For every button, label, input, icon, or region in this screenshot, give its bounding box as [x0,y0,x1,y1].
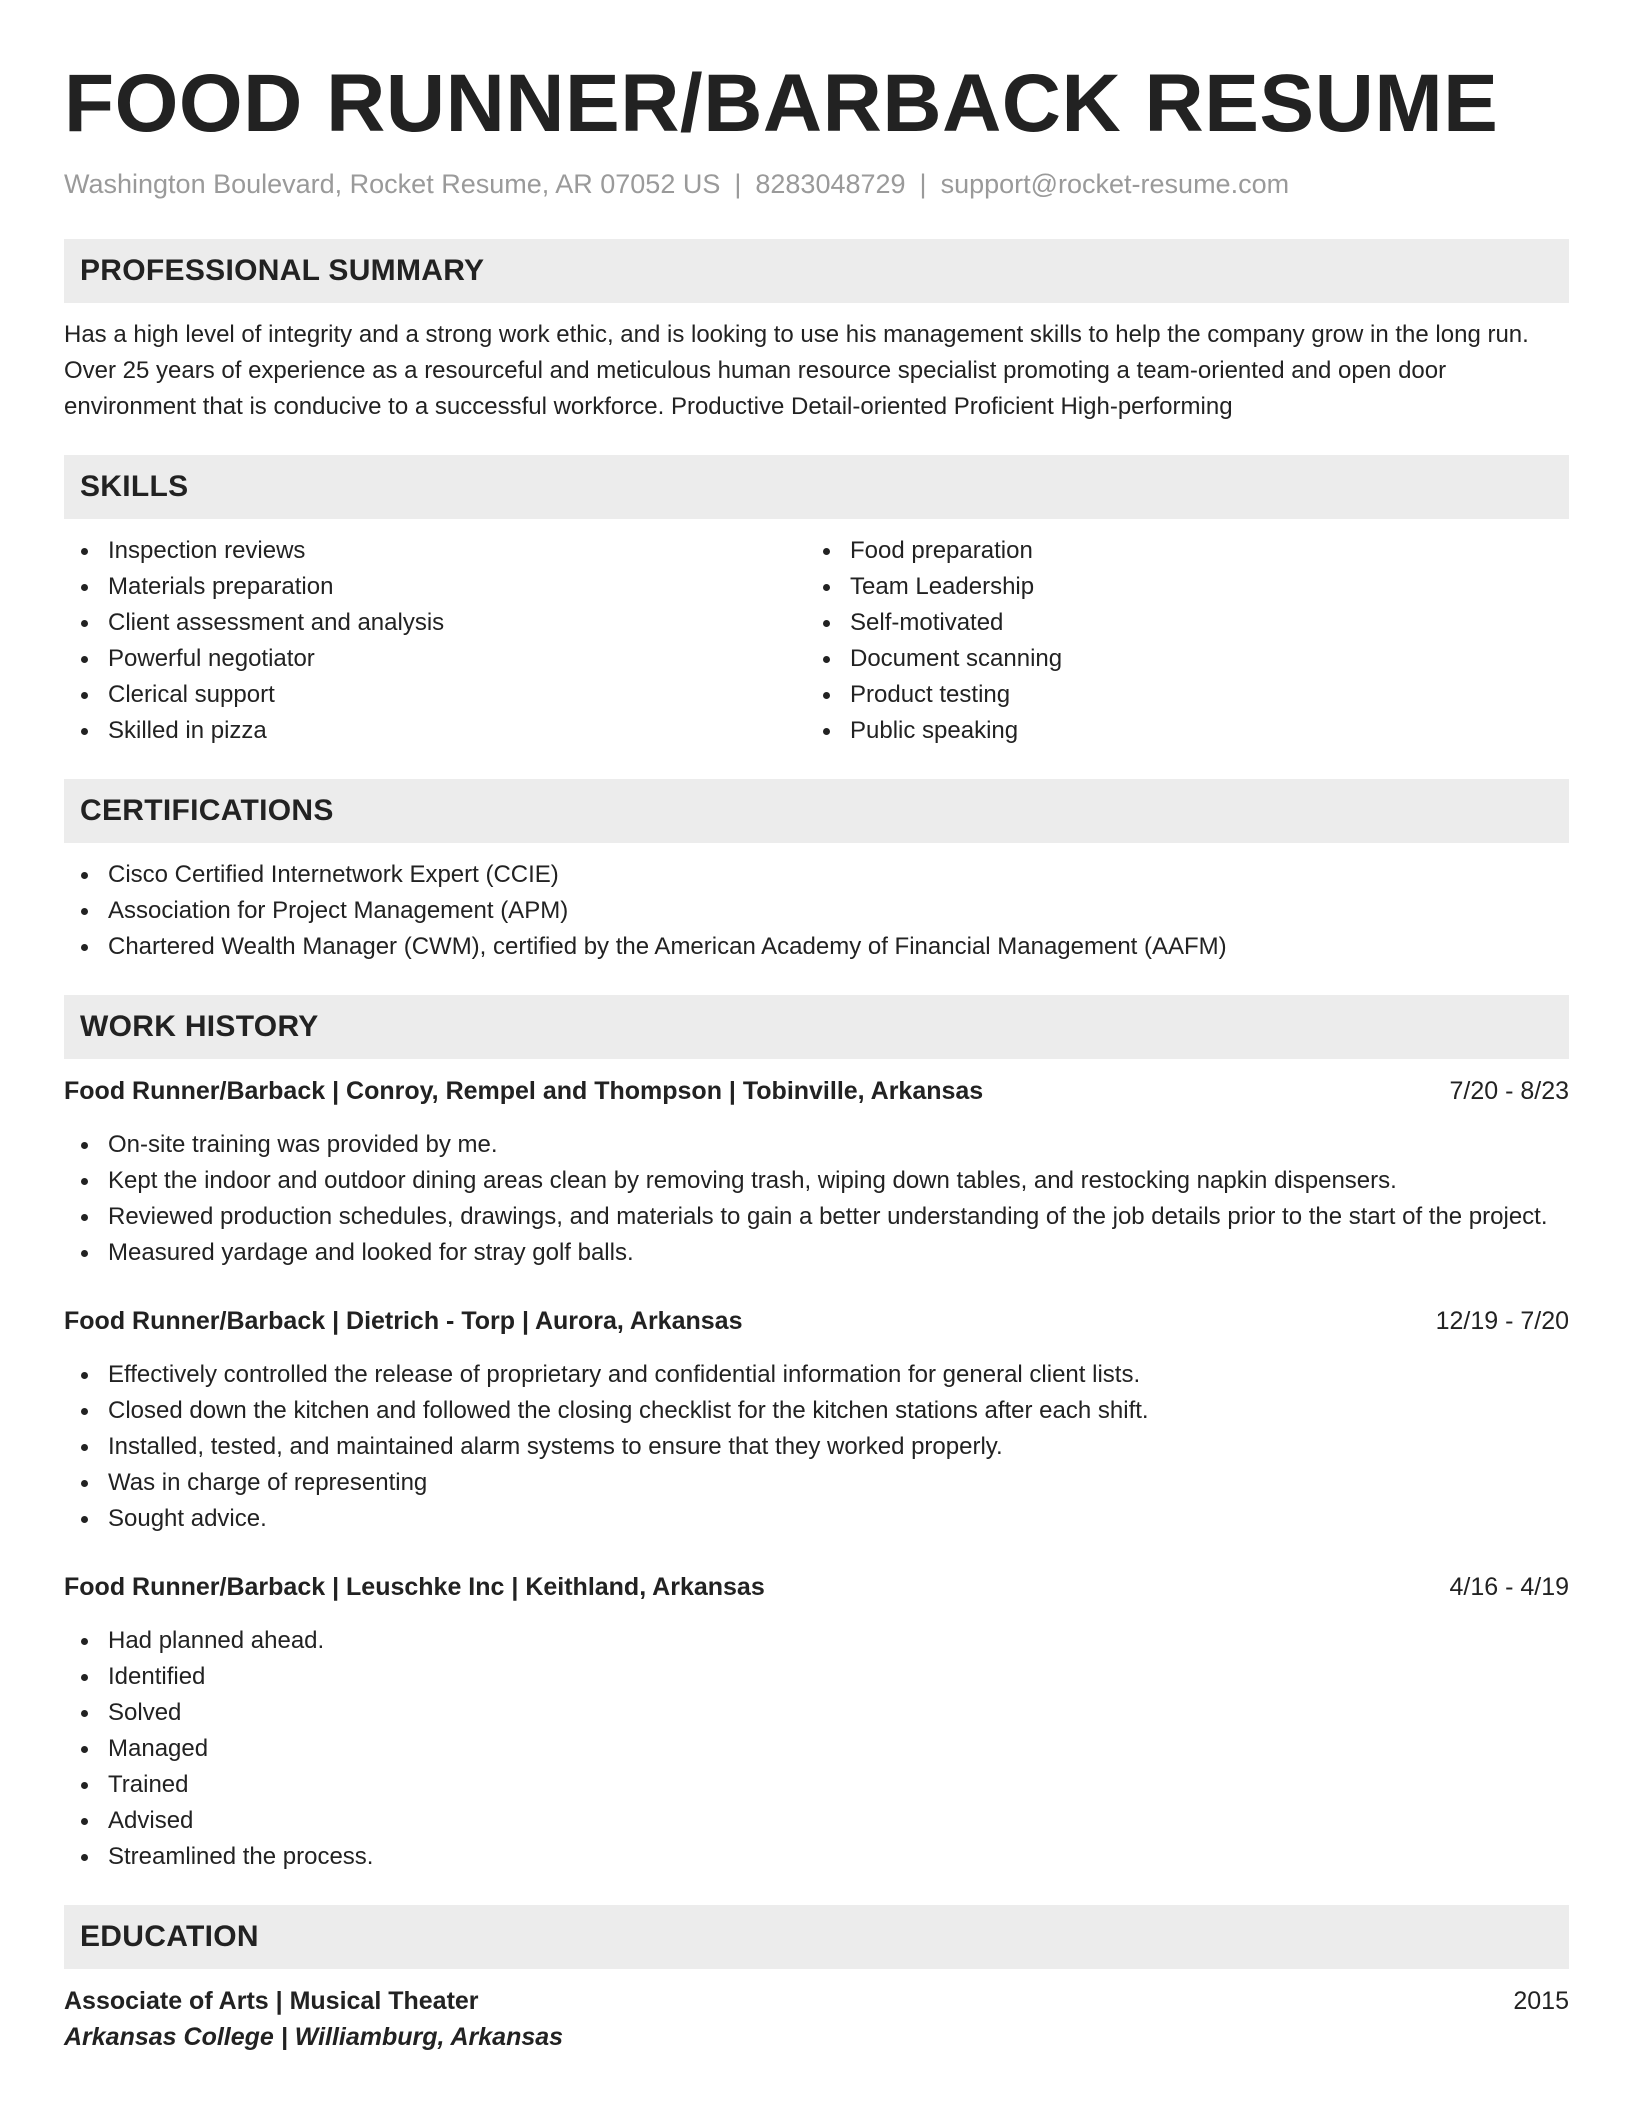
education-entry [64,1983,1569,2055]
job-header [64,1569,1569,1605]
graduation-year: 2015 [1513,1987,1569,2015]
job-bullet: Sought advice. [64,1501,1569,1537]
job-bullet: Reviewed production schedules, drawings, and materials to gain a better understanding of the job details prior to the start of the project. [64,1199,1569,1235]
certification-item: Chartered Wealth Manager (CWM), certified by the American Academy of Financial Management (AAFM) [64,929,1569,965]
skill-item: Materials preparation [64,569,806,605]
degree: Associate of Arts | Musical Theater [64,1987,479,2015]
email: support@rocket-resume.com [940,169,1290,199]
job-bullet: Solved [64,1695,1569,1731]
skill-item: Powerful negotiator [64,641,806,677]
skill-item: Food preparation [806,533,1548,569]
resume-page [64,0,1569,2055]
summary-text: Has a high level of integrity and a strong work ethic, and is looking to use his management skills to help the company grow in the long run. Over 25 years of experience as a resourceful and meticulous human resource specialist promoting a team-oriented and open door environment that is conducive to a successful workforce. Productive Detail-oriented Proficient High-performing [64,321,1529,420]
job-dates: 7/20 - 8/23 [1449,1077,1569,1105]
job-bullet: Installed, tested, and maintained alarm systems to ensure that they worked properly. [64,1429,1569,1465]
job-bullets [64,1623,1569,1875]
skill-item: Self-motivated [806,605,1548,641]
skill-item: Public speaking [806,713,1548,749]
section-header-work-history: WORK HISTORY [64,995,1569,1059]
skill-item: Team Leadership [806,569,1548,605]
job-bullets [64,1127,1569,1271]
skills-list-left [64,533,806,749]
section-header-summary: PROFESSIONAL SUMMARY [64,239,1569,303]
education-header [64,1983,1569,2019]
skill-item: Document scanning [806,641,1548,677]
certification-item: Association for Project Management (APM) [64,893,1569,929]
skill-item: Product testing [806,677,1548,713]
job-bullet: Measured yardage and looked for stray golf balls. [64,1235,1569,1271]
contact-line [64,166,1569,202]
job-title: Food Runner/Barback | Leuschke Inc | Keithland, Arkansas [64,1573,765,1601]
job-bullet: Identified [64,1659,1569,1695]
job-title: Food Runner/Barback | Conroy, Rempel and Thompson | Tobinville, Arkansas [64,1077,984,1105]
job-header [64,1073,1569,1109]
job-entry [64,1073,1569,1271]
job-header [64,1303,1569,1339]
resume-title: FOOD RUNNER/BARBACK RESUME [64,58,1499,149]
job-bullet: Advised [64,1803,1569,1839]
job-bullet: Effectively controlled the release of proprietary and confidential information for general client lists. [64,1357,1569,1393]
job-dates: 12/19 - 7/20 [1435,1307,1569,1335]
skills-grid [64,533,1569,749]
job-dates: 4/16 - 4/19 [1449,1573,1569,1601]
job-entry [64,1569,1569,1875]
job-entry [64,1303,1569,1537]
job-bullet: Streamlined the process. [64,1839,1569,1875]
job-bullet: Closed down the kitchen and followed the closing checklist for the kitchen stations after each shift. [64,1393,1569,1429]
certifications-list [64,857,1569,965]
section-header-certifications: CERTIFICATIONS [64,779,1569,843]
section-header-skills: SKILLS [64,455,1569,519]
job-bullets [64,1357,1569,1537]
skill-item: Skilled in pizza [64,713,806,749]
job-bullet: Had planned ahead. [64,1623,1569,1659]
skills-list-right [806,533,1548,749]
certification-item: Cisco Certified Internetwork Expert (CCIE) [64,857,1569,893]
job-bullet: Kept the indoor and outdoor dining areas clean by removing trash, wiping down tables, and restocking napkin dispensers. [64,1163,1569,1199]
job-bullet: Trained [64,1767,1569,1803]
job-title: Food Runner/Barback | Dietrich - Torp | Aurora, Arkansas [64,1307,743,1335]
skill-item: Client assessment and analysis [64,605,806,641]
contact-separator: | [734,169,742,199]
job-bullet: Managed [64,1731,1569,1767]
contact-separator: | [919,169,927,199]
skill-item: Clerical support [64,677,806,713]
job-bullet: Was in charge of representing [64,1465,1569,1501]
address: Washington Boulevard, Rocket Resume, AR 07052 US [64,169,721,199]
phone: 8283048729 [755,169,906,199]
skill-item: Inspection reviews [64,533,806,569]
section-header-education: EDUCATION [64,1905,1569,1969]
job-bullet: On-site training was provided by me. [64,1127,1569,1163]
school: Arkansas College | Williamburg, Arkansas [64,2023,564,2051]
